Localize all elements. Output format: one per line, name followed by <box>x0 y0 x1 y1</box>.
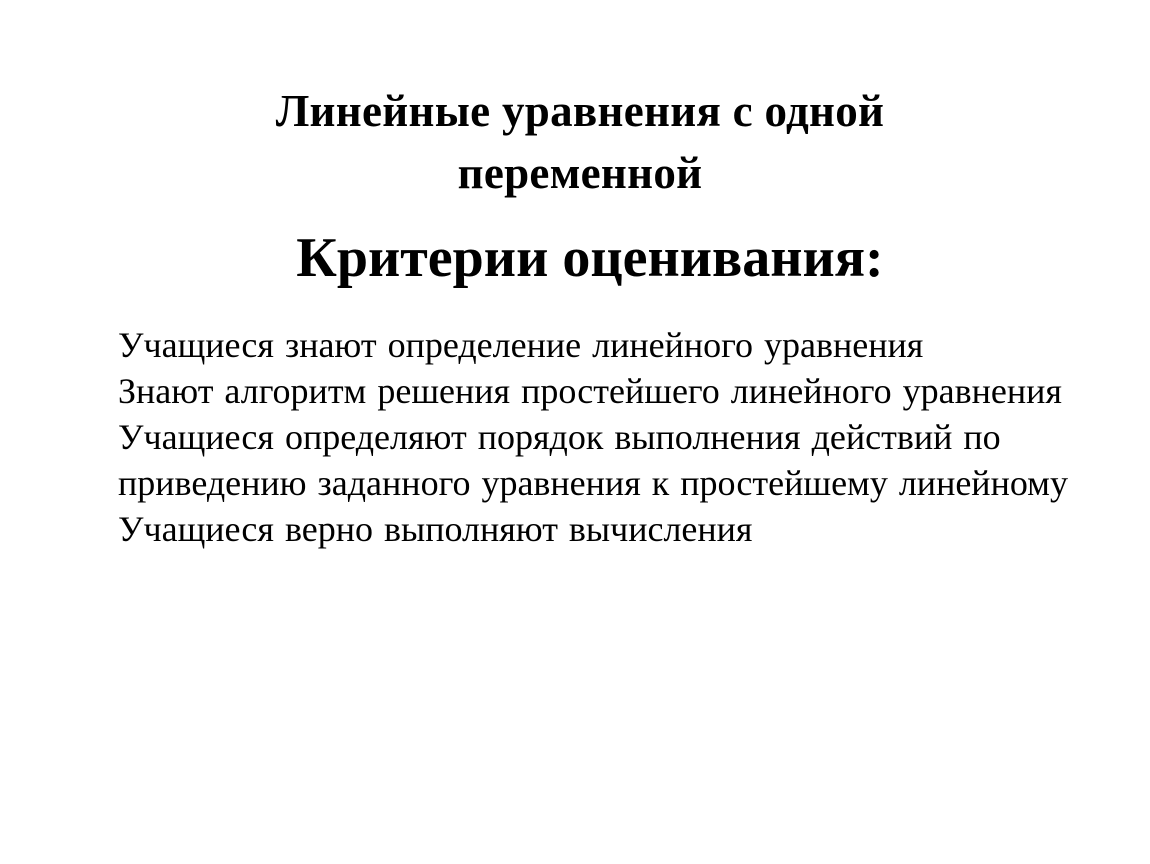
criteria-heading: Критерии оценивания: <box>296 227 884 289</box>
slide-title <box>150 80 1010 204</box>
slide-title-line-1: Линейные уравнения с одной <box>275 86 885 136</box>
criteria-item: Знают алгоритм решения простейшего линейного уравнения <box>118 371 1062 411</box>
criteria-item: Учащиеся определяют порядок выполнения действий по приведению заданного уравнения к простейшему линейному <box>118 417 1068 503</box>
slide-title-line-2: переменной <box>457 148 703 198</box>
criteria-list <box>118 322 1078 552</box>
criteria-item: Учащиеся знают определение линейного уравнения <box>118 325 924 365</box>
criteria-item: Учащиеся верно выполняют вычисления <box>118 509 753 549</box>
